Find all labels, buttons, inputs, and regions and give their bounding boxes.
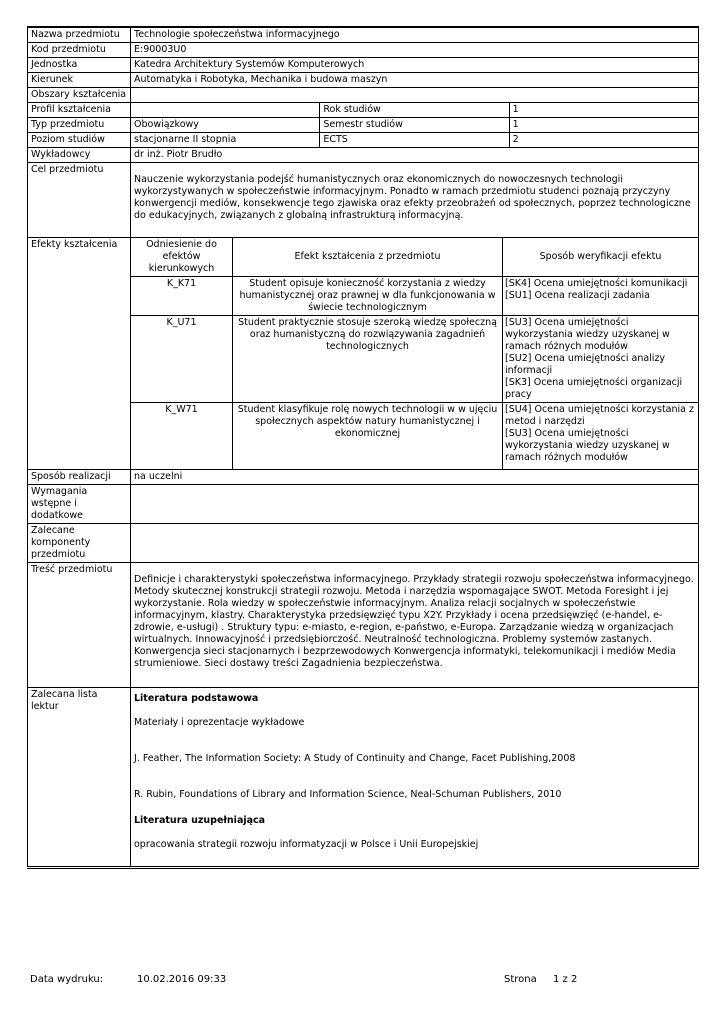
value-zalecane-komponenty: [131, 523, 699, 562]
value-jednostka: Katedra Architektury Systemów Komputerowych: [131, 58, 699, 73]
value-sposob: na uczelni: [131, 469, 699, 484]
literatura-content: [131, 687, 699, 867]
value-kierunek: Automatyka i Robotyka, Mechanika i budowa maszyn: [131, 73, 699, 88]
literatura-item: R. Rubin, Foundations of Library and Information Science, Neal-Schuman Publishers, 2010: [134, 788, 562, 800]
literatura-item: Materiały i oprezentacje wykładowe: [134, 716, 305, 728]
outcome-code: K_K71: [131, 277, 233, 316]
value-obszary: [131, 88, 699, 103]
row-nazwa: [28, 27, 699, 43]
value-nazwa: Technologie społeczeństwa informacyjnego: [131, 27, 699, 43]
print-date-label: Data wydruku:: [30, 974, 104, 985]
page-number: 1 z 2: [553, 974, 578, 985]
value-rok: 1: [509, 103, 698, 118]
value-semestr: 1: [509, 118, 698, 133]
row-obszary: [28, 88, 699, 103]
literatura-item: J. Feather, The Information Society: A Study of Continuity and Change, Facet Publishing,2008: [134, 752, 576, 764]
row-wymagania: [28, 484, 699, 523]
label-tresc: Treść przedmiotu: [28, 562, 131, 687]
learning-outcomes-table: [131, 238, 698, 469]
value-typ: Obowiązkowy: [131, 118, 320, 133]
outcome-verification: [503, 316, 699, 403]
print-date-value: 10.02.2016 09:33: [137, 974, 227, 985]
outcomes-header-row: [131, 238, 698, 277]
value-wykladowcy: dr inż. Piotr Brudło: [131, 148, 699, 163]
row-typ: [28, 118, 699, 133]
row-profil: [28, 103, 699, 118]
value-profil: [131, 103, 320, 118]
label-wymagania: Wymagania wstępne i dodatkowe: [28, 484, 131, 523]
row-kod: [28, 43, 699, 58]
outcome-code: K_U71: [131, 316, 233, 403]
row-zalecane-komponenty: [28, 523, 699, 562]
value-poziom: stacjonarne II stopnia: [131, 133, 320, 148]
label-obszary: Obszary kształcenia: [28, 88, 131, 103]
label-literatura: Zalecana lista lektur: [28, 687, 131, 867]
outcome-effect: Student klasyfikuje rolę nowych technologii w w ujęciu społecznych aspektów natury humanistycznej i ekonomicznej: [233, 403, 503, 469]
outcome-code: K_W71: [131, 403, 233, 469]
row-jednostka: [28, 58, 699, 73]
label-poziom: Poziom studiów: [28, 133, 131, 148]
course-sheet-table: [27, 26, 699, 869]
label-zalecane-komponenty: Zalecane komponenty przedmiotu: [28, 523, 131, 562]
row-literatura: [28, 687, 699, 867]
row-wykladowcy: [28, 148, 699, 163]
label-wykladowcy: Wykładowcy: [28, 148, 131, 163]
label-sposob: Sposób realizacji: [28, 469, 131, 484]
literatura-item: opracowania strategii rozwoju informatyzacji w Polsce i Unii Europejskiej: [134, 838, 479, 850]
label-ects: ECTS: [320, 133, 509, 148]
literatura-podstawowa-heading: Literatura podstawowa: [134, 692, 259, 704]
outcome-row: [131, 277, 698, 316]
label-rok: Rok studiów: [320, 103, 509, 118]
row-tresc: [28, 562, 699, 687]
verification-item: [SU3] Ocena umiejętności wykorzystania wiedzy uzyskanej w ramach różnych modułów: [505, 317, 670, 352]
label-semestr: Semestr studiów: [320, 118, 509, 133]
value-tresc: Definicje i charakterystyki społeczeństwa informacyjnego. Przykłady strategii rozwoju społeczeństwa informacyjnego. Metody skutecznej konstrukcji strategii rozwoju. Metoda i narzędzia wspomagające SWOT. Metoda Foresight i jej wykorzystanie. Rola wiedzy w społeczeństwie informacyjnym. Analiza relacji socjalnych w społeczeństwie informacyjnym, klastry. Charakterystyka przedsięwzięć typu X2Y. Przykłady i ocena przedsięwzięć (e-handel, e-zdrowie, e-usługi) . Struktury typu: e-miasto, e-region, e-państwo, e-Europa. Zarządzanie wiedzą w organizacjach wirtualnych. Innowacyjność i przedsiębiorczość. Neutralność technologiczna. Problemy systemów zastanych. Konwergencja sieci stacjonarnych i bezprzewodowych Konwergencja informatyki, telekomunikacji i mediów Media strumieniowe. Sieci dostawy treści Zagadnienia bezpieczeństwa.: [134, 573, 694, 669]
label-nazwa: Nazwa przedmiotu: [28, 27, 131, 43]
value-cel: Nauczenie wykorzystania podejść humanistycznych oraz ekonomicznych do nowoczesnych technologii wykorzystywanych w społeczeństwie informacyjnym. Ponadto w ramach przedmiotu studenci poznają przyczyny konwergencji mediów, konsekwencje tego zjawiska oraz efekty przeobrażeń od społecznych, poprzez technologiczne do edukacyjnych, związanych z globalną infrastrukturą informacyjną.: [134, 174, 691, 221]
value-ects: 2: [509, 133, 698, 148]
value-kod: E:90003U0: [131, 43, 699, 58]
verification-item: [SK4] Ocena umiejętności komunikacji: [505, 278, 688, 289]
page-label: Strona: [504, 974, 537, 985]
outcome-verification: [503, 277, 699, 316]
verification-item: [SU3] Ocena umiejętności wykorzystania wiedzy uzyskanej w ramach różnych modułów: [505, 428, 670, 463]
row-efekty: [28, 238, 699, 470]
outcome-row: [131, 316, 698, 403]
outcome-row: [131, 403, 698, 469]
label-efekty: Efekty kształcenia: [28, 238, 131, 470]
label-kod: Kod przedmiotu: [28, 43, 131, 58]
verification-item: [SU1] Ocena realizacji zadania: [505, 290, 650, 301]
verification-item: [SU2] Ocena umiejętności analizy informacji: [505, 353, 666, 376]
label-kierunek: Kierunek: [28, 73, 131, 88]
outcome-effect: Student opisuje konieczność korzystania z wiedzy humanistycznej oraz prawnej w dla funkcjonowania w świecie technologicznym: [233, 277, 503, 316]
literatura-uzupelniajaca-heading: Literatura uzupełniająca: [134, 814, 266, 826]
label-jednostka: Jednostka: [28, 58, 131, 73]
header-effect: Efekt kształcenia z przedmiotu: [233, 238, 503, 277]
label-profil: Profil kształcenia: [28, 103, 131, 118]
header-verification: Sposób weryfikacji efektu: [503, 238, 699, 277]
header-reference: Odniesienie do efektów kierunkowych: [131, 238, 233, 277]
value-wymagania: [131, 484, 699, 523]
row-poziom: [28, 133, 699, 148]
row-sposob: [28, 469, 699, 484]
row-kierunek: [28, 73, 699, 88]
outcome-verification: [503, 403, 699, 469]
outcome-effect: Student praktycznie stosuje szeroką wiedzę społeczną oraz humanistyczną do rozwiązywania zagadnień technologicznych: [233, 316, 503, 403]
label-cel: Cel przedmiotu: [28, 163, 131, 238]
label-typ: Typ przedmiotu: [28, 118, 131, 133]
row-cel: [28, 163, 699, 238]
verification-item: [SK3] Ocena umiejętności organizacji pracy: [505, 377, 683, 400]
verification-item: [SU4] Ocena umiejętności korzystania z metod i narzędzi: [505, 404, 694, 427]
